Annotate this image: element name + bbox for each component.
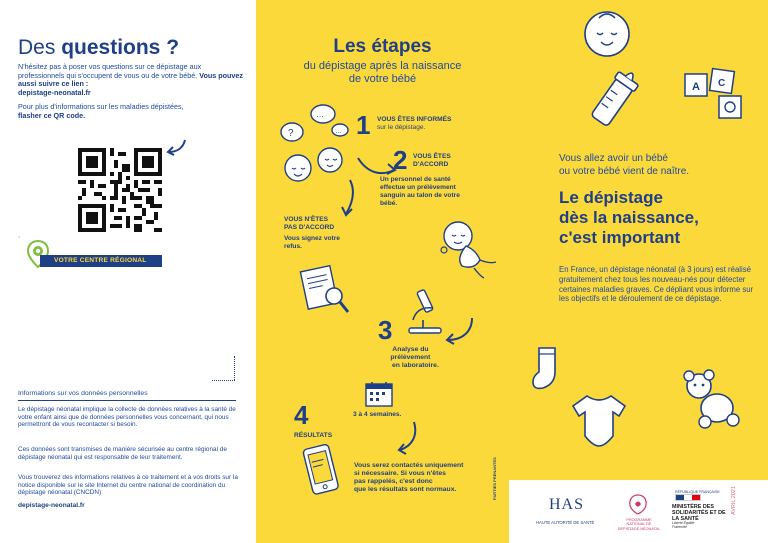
- svg-text:A: A: [692, 81, 700, 93]
- ministry-name: MINISTÈRE DES SOLIDARITÉS ET DE LA SANTÉ: [672, 504, 726, 522]
- intro-bold: Vous pouvez aussi suivre ce lien :: [18, 70, 243, 89]
- flag-icon: [675, 494, 701, 501]
- data-website-link[interactable]: depistage-neonatal.fr: [18, 502, 85, 509]
- baby-icon: [436, 216, 502, 282]
- dotted-guide: [234, 356, 235, 380]
- ministry-rf: RÉPUBLIQUE FRANÇAISE: [675, 490, 720, 494]
- ministry-motto: Liberté Égalité Fraternité: [672, 521, 695, 529]
- step-4-text: Vous serez contactés uniquement si nécessaire. Si vous n'êtes pas rappelés, c'est donc que les résultats sont normaux.: [354, 462, 464, 493]
- teddy-bear-icon: [677, 366, 745, 432]
- svg-text:…: …: [335, 128, 342, 135]
- steps-title: Les étapes: [333, 36, 432, 57]
- steps-subtitle: du dépistage après la naissance de votre bébé: [303, 60, 462, 85]
- intro-paragraph: [18, 63, 243, 121]
- step-2-text: Un personnel de santé effectue un prélèvement sanguin au talon de votre bébé.: [380, 176, 460, 207]
- svg-text:C: C: [718, 78, 726, 89]
- arrow-to-qr-icon: [165, 138, 189, 158]
- questions-title: Des questions ?: [18, 36, 180, 59]
- right-body: En France, un dépistage néonatal (à 3 jours) est réalisé gratuitement chez tous les nouveau-nés pour détecter certaines maladies graves. Ce dépliant vous informe sur les objectifs et le déroulement de ce dépistage.: [559, 265, 754, 304]
- svg-text:?: ?: [288, 128, 294, 139]
- data-paragraph-3: Vous trouverez des informations relatives à ce traitement et à vos droits sur la notice disponible sur le site Internet du centre national de coordination du dépistage néonatal (CNCDN): [18, 474, 238, 497]
- question-bubbles-icon: [278, 98, 358, 188]
- right-intro: Vous allez avoir un bébé ou votre bébé vient de naître.: [559, 153, 690, 177]
- step-1-heading: VOUS ÊTES INFORMÉS sur le dépistage.: [377, 116, 452, 131]
- program-subtitle: PROGRAMME NATIONAL DE DÉPISTAGE NÉONATAL: [617, 518, 661, 531]
- data-paragraph-1: Le dépistage néonatal implique la collecte de données relatives à la santé de votre enfant ainsi que de données personnelles vous concernant, qui nous permettront de vous recontacter si besoin.: [18, 406, 236, 429]
- step-4-number: 4: [294, 400, 309, 430]
- divider: [18, 400, 236, 401]
- arrow-step1-to-2-icon: [356, 152, 398, 178]
- svg-text:…: …: [316, 110, 324, 119]
- arrow-down-refuse-icon: [338, 178, 358, 218]
- right-title: Le dépistage dès la naissance, c'est important: [559, 188, 699, 247]
- regional-center-label[interactable]: VOTRE CENTRE RÉGIONAL: [40, 255, 162, 267]
- qr-code[interactable]: [78, 148, 162, 232]
- baby-bottle-icon: [587, 62, 643, 134]
- has-subtitle: HAUTE AUTORITÉ DE SANTÉ: [536, 520, 595, 525]
- data-paragraph-2: Ces données sont transmises de manière sécurisée au centre régional de dépistage néonatal qui est responsable de leur traitement.: [18, 446, 227, 461]
- delay-text: 3 à 4 semaines.: [353, 411, 402, 418]
- refuse-heading: VOUS N'ÊTES PAS D'ACCORD: [284, 216, 335, 231]
- step-3-text: Analyse du prélèvement en laboratoire.: [390, 346, 439, 369]
- step-3-number: 3: [378, 315, 393, 345]
- sock-icon: [529, 344, 569, 394]
- toy-blocks-icon: [679, 62, 751, 122]
- dotted-guide-h: [212, 380, 235, 381]
- document-magnifier-icon: [296, 262, 356, 318]
- calendar-icon: [364, 380, 394, 408]
- partners-label: PARTIES PRENANTES: [492, 457, 497, 500]
- intro-text: N'hésitez pas à poser vos questions sur ce dépistage aux professionnels qui s'occupent de vous ou de votre bébé.: [18, 62, 202, 80]
- baby-face-icon: [579, 6, 635, 62]
- arrow-to-lab-icon: [442, 316, 478, 346]
- step-4-heading: RÉSULTATS: [294, 432, 333, 439]
- step-1-number: 1: [356, 110, 371, 140]
- step-2-heading: VOUS ÊTES D'ACCORD: [413, 153, 451, 168]
- refuse-text: Vous signez votre refus.: [284, 235, 340, 250]
- qr-bold: flasher ce QR code.: [18, 110, 86, 120]
- has-logo: HAS: [549, 496, 585, 513]
- middle-panel: [256, 0, 509, 543]
- dot-mark: ·: [18, 234, 21, 241]
- right-panel: [509, 0, 768, 543]
- qr-text: Pour plus d'informations sur les maladies dépistées,: [18, 102, 184, 112]
- data-section-title: Informations sur vos données personnelles: [18, 390, 148, 397]
- arrow-to-results-icon: [394, 420, 422, 456]
- step-2-number: 2: [393, 145, 408, 175]
- phone-icon: [300, 440, 344, 502]
- program-logo-icon: [626, 492, 650, 516]
- edition-date: AVRIL 2021: [731, 485, 737, 515]
- website-link[interactable]: depistage-neonatal.fr: [18, 87, 91, 97]
- bodysuit-icon: [569, 390, 629, 452]
